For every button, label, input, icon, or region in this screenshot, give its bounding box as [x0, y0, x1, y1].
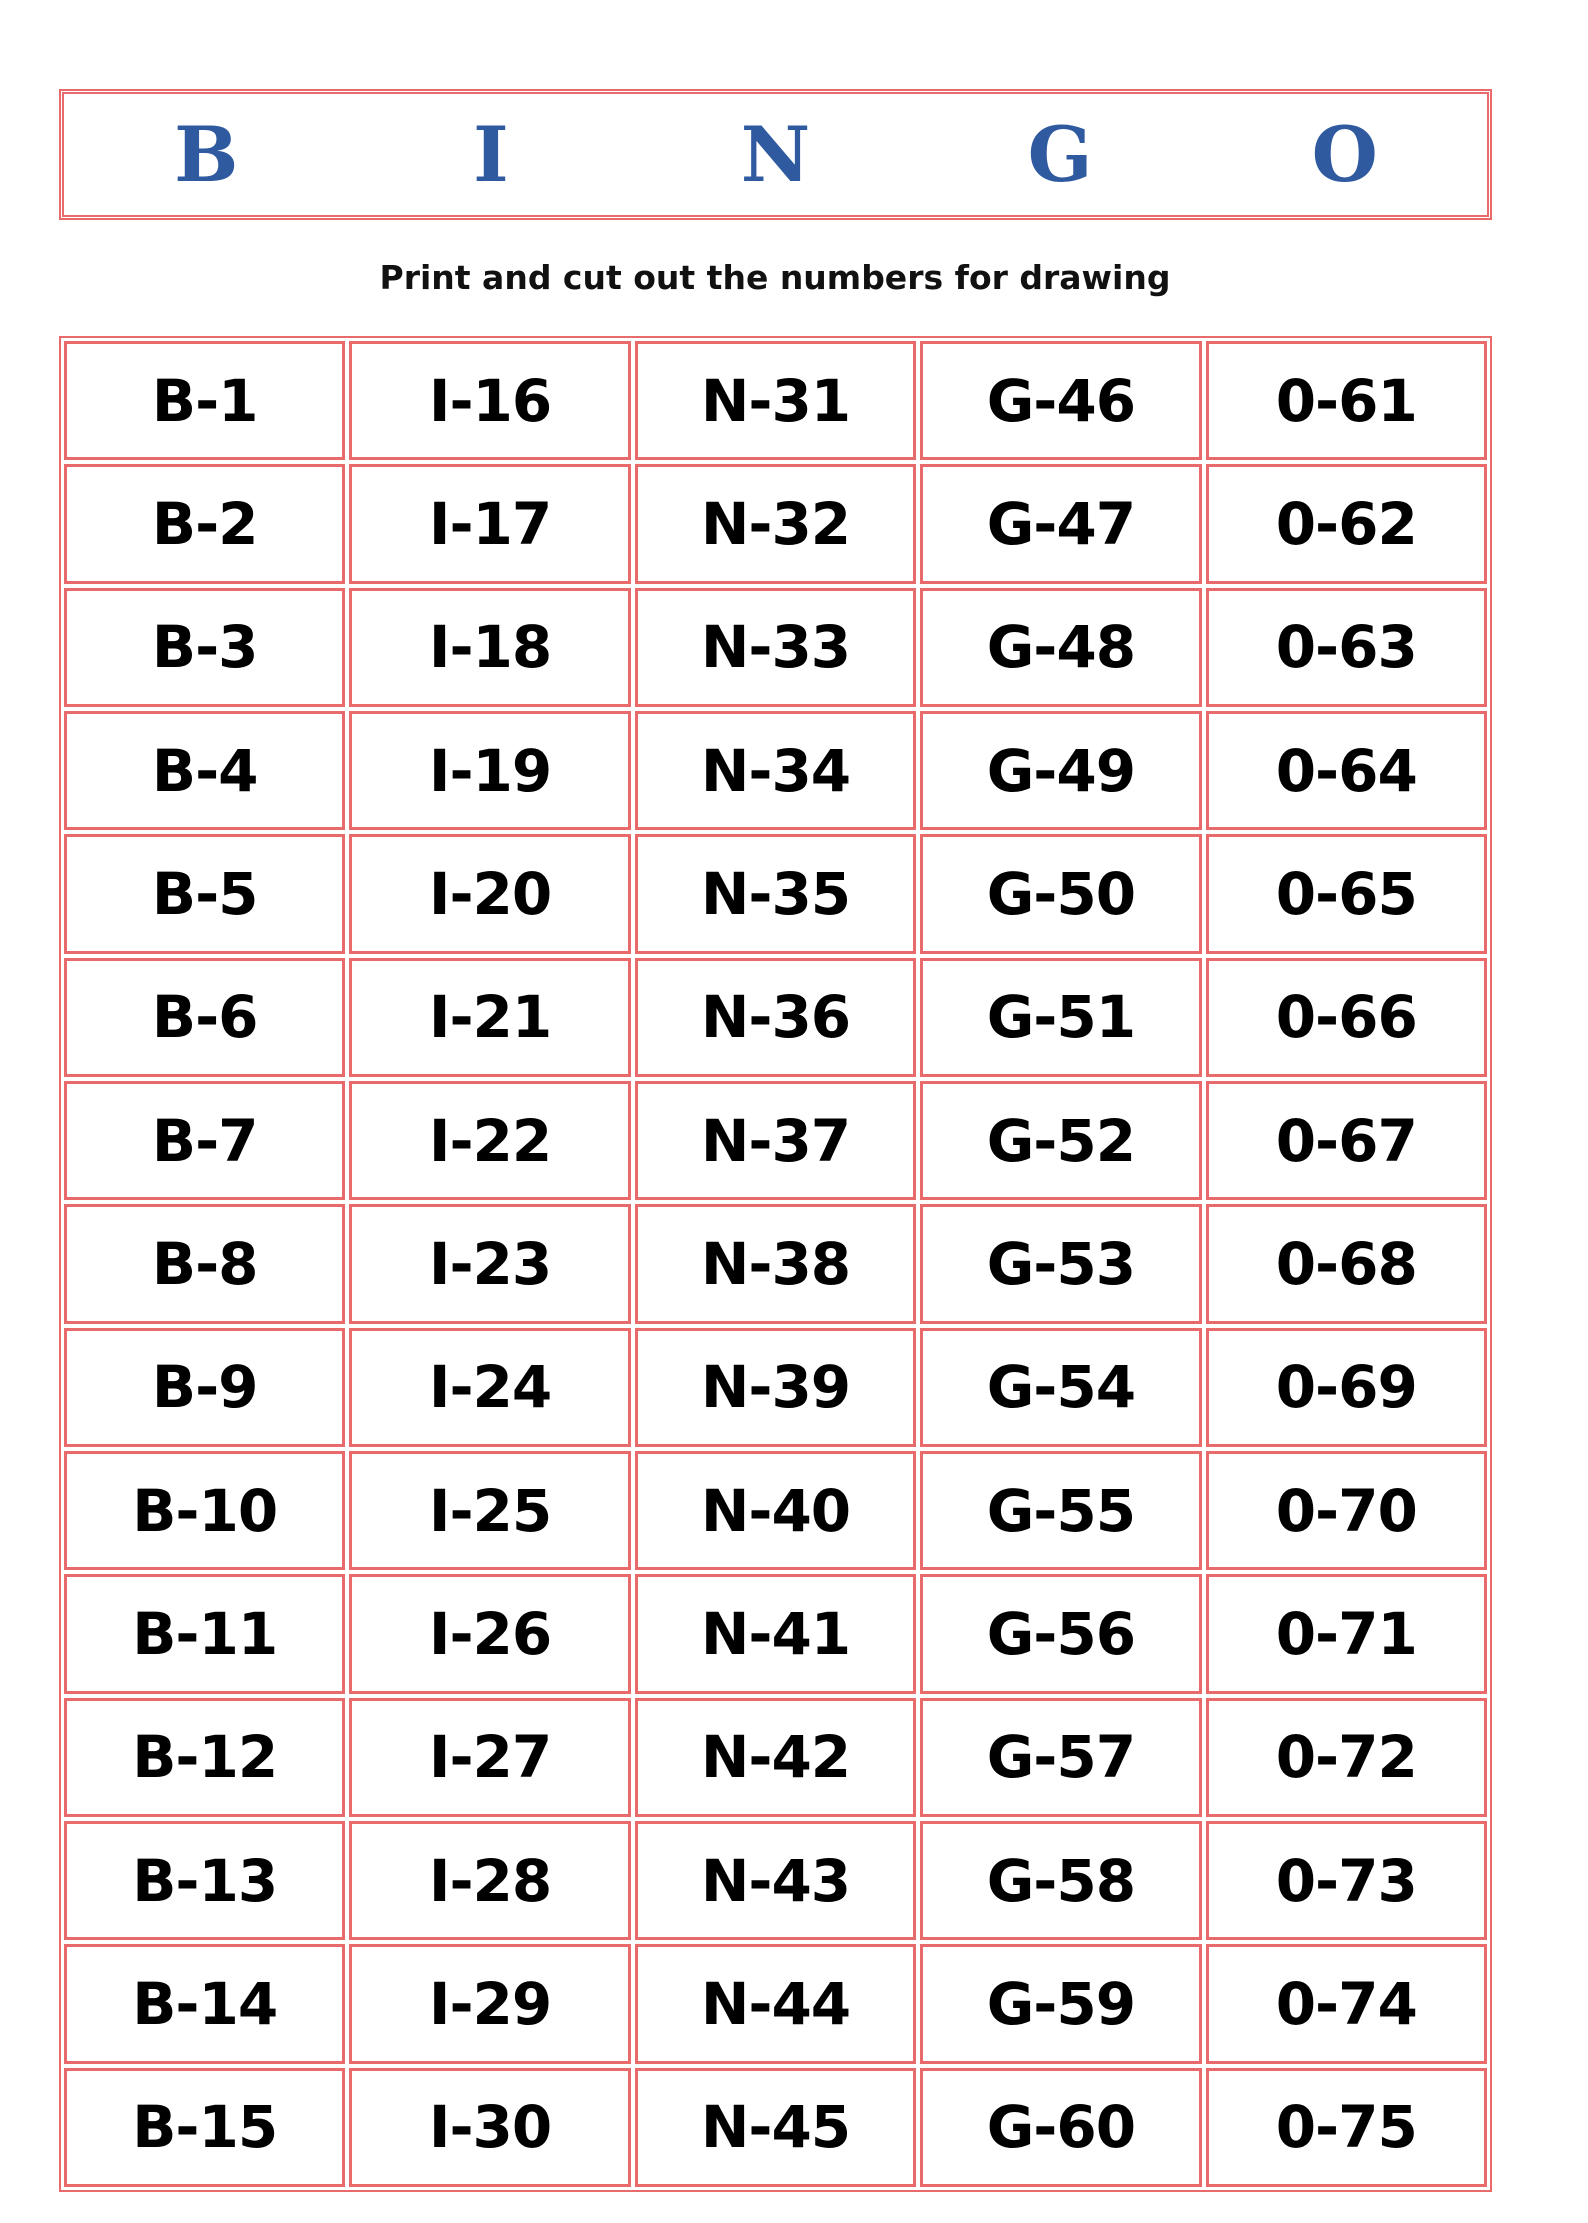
number-cell: I-26: [349, 1574, 630, 1693]
number-cell: I-17: [349, 464, 630, 583]
header-letter-n: N: [740, 109, 811, 199]
number-cell: I-30: [349, 2068, 630, 2187]
number-cell: B-14: [64, 1944, 345, 2063]
header-letter-b: B: [174, 109, 239, 199]
number-cell: N-35: [635, 834, 916, 953]
number-cell: 0-67: [1206, 1081, 1487, 1200]
bingo-header: [59, 89, 1492, 220]
number-cell: B-13: [64, 1821, 345, 1940]
number-cell: B-1: [64, 341, 345, 460]
number-cell: 0-74: [1206, 1944, 1487, 2063]
number-cell: I-24: [349, 1328, 630, 1447]
instructions-text: Print and cut out the numbers for drawing: [379, 258, 1171, 297]
number-cell: N-33: [635, 588, 916, 707]
number-cell: 0-64: [1206, 711, 1487, 830]
number-cell: N-43: [635, 1821, 916, 1940]
number-cell: 0-75: [1206, 2068, 1487, 2187]
number-cell: I-28: [349, 1821, 630, 1940]
number-cell: N-31: [635, 341, 916, 460]
number-cell: G-55: [920, 1451, 1201, 1570]
number-cell: G-57: [920, 1698, 1201, 1817]
number-cell: B-10: [64, 1451, 345, 1570]
number-cell: N-37: [635, 1081, 916, 1200]
number-cell: 0-66: [1206, 958, 1487, 1077]
number-cell: 0-72: [1206, 1698, 1487, 1817]
number-cell: I-29: [349, 1944, 630, 2063]
number-cell: B-7: [64, 1081, 345, 1200]
number-cell: N-40: [635, 1451, 916, 1570]
number-cell: B-11: [64, 1574, 345, 1693]
number-cell: B-6: [64, 958, 345, 1077]
number-cell: N-41: [635, 1574, 916, 1693]
number-cell: B-2: [64, 464, 345, 583]
number-cell: 0-73: [1206, 1821, 1487, 1940]
number-cell: I-23: [349, 1204, 630, 1323]
number-cell: G-53: [920, 1204, 1201, 1323]
number-cell: G-56: [920, 1574, 1201, 1693]
number-cell: B-12: [64, 1698, 345, 1817]
number-cell: G-60: [920, 2068, 1201, 2187]
number-cell: G-48: [920, 588, 1201, 707]
number-cell: 0-71: [1206, 1574, 1487, 1693]
header-letter-g: G: [1027, 109, 1093, 199]
number-cell: 0-61: [1206, 341, 1487, 460]
number-cell: G-58: [920, 1821, 1201, 1940]
number-cell: N-45: [635, 2068, 916, 2187]
number-cell: G-49: [920, 711, 1201, 830]
number-cell: I-19: [349, 711, 630, 830]
number-cell: G-59: [920, 1944, 1201, 2063]
number-cell: I-21: [349, 958, 630, 1077]
number-cell: I-20: [349, 834, 630, 953]
number-cell: 0-68: [1206, 1204, 1487, 1323]
number-cell: B-5: [64, 834, 345, 953]
header-letter-o: O: [1311, 109, 1378, 199]
number-cell: I-25: [349, 1451, 630, 1570]
number-cell: B-4: [64, 711, 345, 830]
number-cell: G-50: [920, 834, 1201, 953]
number-cell: I-22: [349, 1081, 630, 1200]
number-cell: B-3: [64, 588, 345, 707]
number-cell: G-51: [920, 958, 1201, 1077]
number-cell: I-18: [349, 588, 630, 707]
number-cell: B-15: [64, 2068, 345, 2187]
number-cell: N-38: [635, 1204, 916, 1323]
number-cell: B-9: [64, 1328, 345, 1447]
number-cell: 0-69: [1206, 1328, 1487, 1447]
number-cell: N-34: [635, 711, 916, 830]
number-cell: N-42: [635, 1698, 916, 1817]
number-cell: N-44: [635, 1944, 916, 2063]
number-cell: N-32: [635, 464, 916, 583]
number-cell: G-52: [920, 1081, 1201, 1200]
header-letter-i: I: [473, 109, 509, 199]
bingo-numbers-table: [59, 336, 1492, 2192]
number-cell: I-27: [349, 1698, 630, 1817]
number-cell: I-16: [349, 341, 630, 460]
number-cell: G-47: [920, 464, 1201, 583]
number-cell: G-46: [920, 341, 1201, 460]
number-cell: G-54: [920, 1328, 1201, 1447]
number-cell: B-8: [64, 1204, 345, 1323]
number-cell: 0-70: [1206, 1451, 1487, 1570]
number-cell: 0-65: [1206, 834, 1487, 953]
number-cell: N-39: [635, 1328, 916, 1447]
number-cell: 0-62: [1206, 464, 1487, 583]
number-cell: N-36: [635, 958, 916, 1077]
number-cell: 0-63: [1206, 588, 1487, 707]
